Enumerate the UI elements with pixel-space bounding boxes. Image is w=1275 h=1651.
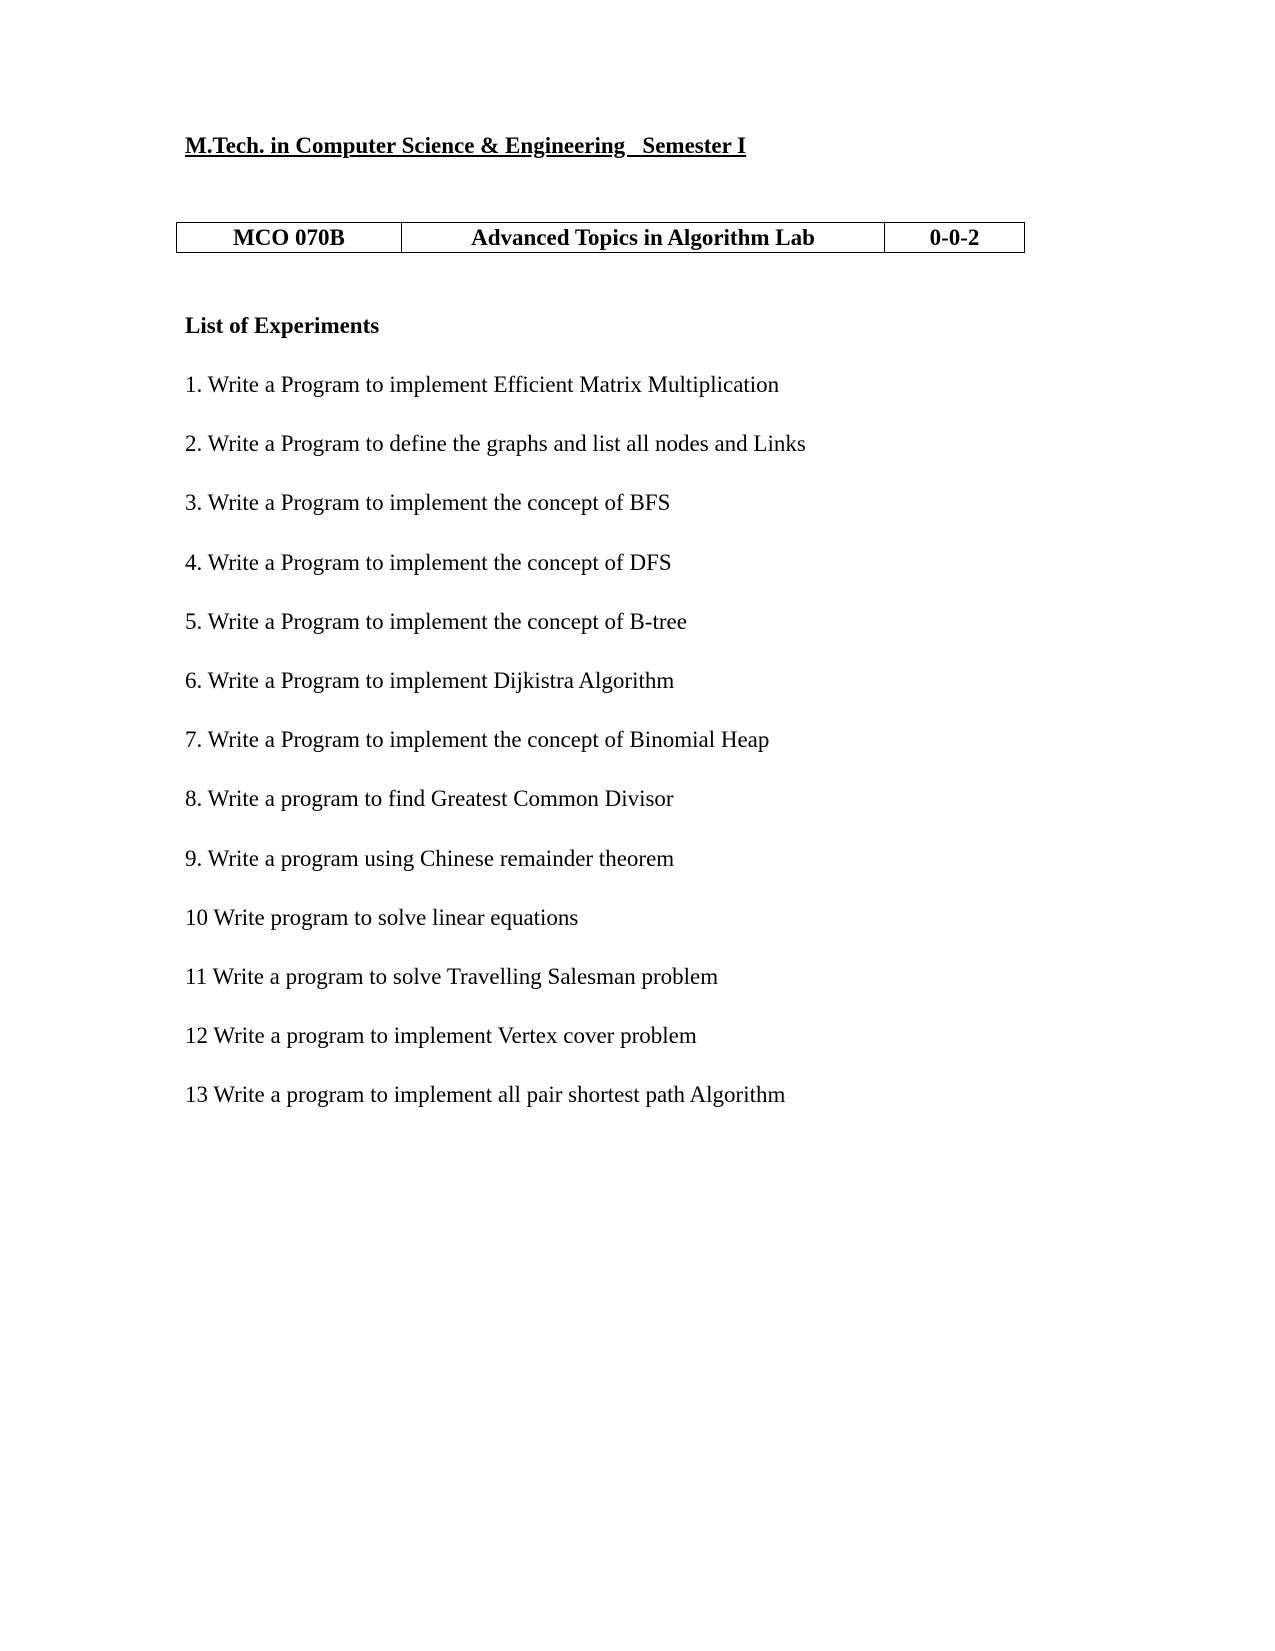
course-info-table xyxy=(176,222,1025,253)
list-item: 11 Write a program to solve Travelling Salesman problem xyxy=(185,963,719,989)
course-credits: 0-0-2 xyxy=(885,223,1025,253)
list-item: 9. Write a program using Chinese remainder theorem xyxy=(185,845,675,871)
experiments-list xyxy=(185,370,806,1139)
experiments-heading: List of Experiments xyxy=(185,313,380,338)
list-item: 4. Write a Program to implement the concept of DFS xyxy=(185,549,672,575)
list-item: 10 Write program to solve linear equations xyxy=(185,904,579,930)
course-info-row xyxy=(177,223,1025,253)
course-code: MCO 070B xyxy=(177,223,402,253)
list-item: 2. Write a Program to define the graphs and list all nodes and Links xyxy=(185,431,806,457)
page-title: M.Tech. in Computer Science & Engineering Semester I xyxy=(185,133,747,158)
list-item: 8. Write a program to find Greatest Common Divisor xyxy=(185,786,674,812)
course-title: Advanced Topics in Algorithm Lab xyxy=(402,223,885,253)
list-item: 12 Write a program to implement Vertex cover problem xyxy=(185,1023,697,1049)
list-item: 6. Write a Program to implement Dijkistra Algorithm xyxy=(185,667,675,693)
list-item: 7. Write a Program to implement the concept of Binomial Heap xyxy=(185,727,770,753)
list-item: 1. Write a Program to implement Efficient Matrix Multiplication xyxy=(185,372,780,397)
list-item: 5. Write a Program to implement the concept of B-tree xyxy=(185,608,687,634)
list-item: 3. Write a Program to implement the concept of BFS xyxy=(185,490,671,516)
list-item: 13 Write a program to implement all pair shortest path Algorithm xyxy=(185,1082,786,1108)
